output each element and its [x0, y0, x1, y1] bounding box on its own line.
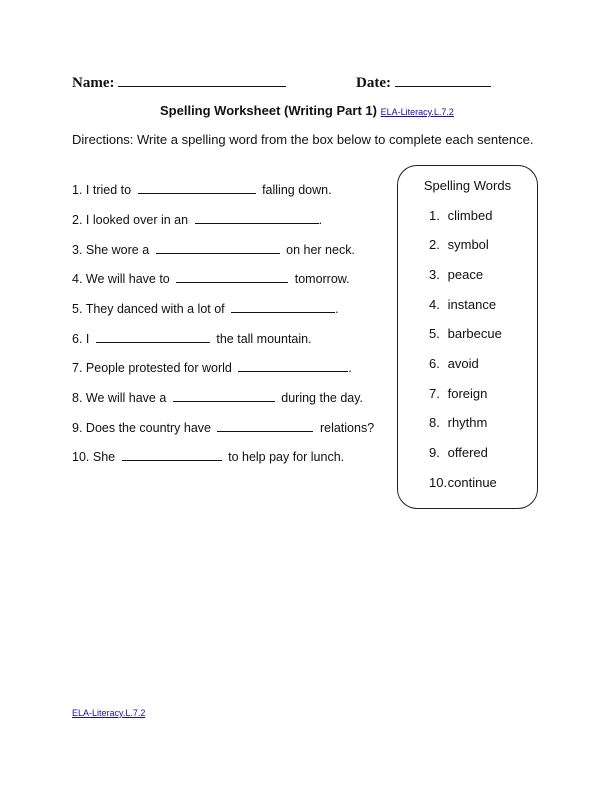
sentence-before: We will have to [85, 272, 170, 286]
sentence-after: the tall mountain. [216, 332, 312, 346]
sentence-7 [72, 359, 352, 375]
sentence-after: during the day. [281, 391, 364, 405]
sentence-before: Does the country have [85, 421, 211, 435]
sentence-2 [72, 211, 322, 227]
spelling-word [429, 356, 479, 371]
spelling-word [429, 297, 496, 312]
word-number: 6. [429, 356, 440, 371]
word-text: continue [447, 475, 497, 490]
spelling-word [429, 415, 487, 430]
sentence-1 [72, 181, 332, 197]
page-title [160, 103, 454, 118]
sentence-number: 3. [72, 243, 83, 257]
sentence-after: tomorrow. [294, 272, 350, 286]
word-text: avoid [447, 356, 479, 371]
word-number: 10. [429, 475, 448, 490]
spelling-word [429, 208, 492, 223]
sentence-4 [72, 270, 350, 286]
sentence-before: I tried to [85, 183, 132, 197]
word-number: 1. [429, 208, 440, 223]
sentence-after: . [335, 302, 339, 316]
answer-blank[interactable] [231, 300, 335, 313]
sentence-after: relations? [319, 421, 375, 435]
answer-blank[interactable] [138, 181, 256, 194]
word-number: 7. [429, 386, 440, 401]
spelling-word [429, 475, 497, 490]
standard-link[interactable]: ELA-Literacy.L.7.2 [380, 107, 454, 117]
sentence-before: She wore a [85, 243, 150, 257]
sentence-after: falling down. [262, 183, 332, 197]
sentence-number: 8. [72, 391, 83, 405]
sentence-number: 9. [72, 421, 83, 435]
sentence-before: We will have a [85, 391, 167, 405]
sentence-before: She [92, 450, 116, 464]
spelling-words-title: Spelling Words [423, 178, 512, 193]
footer-standard-link[interactable]: ELA-Literacy.L.7.2 [72, 708, 146, 718]
name-label: Name: [72, 75, 115, 91]
sentence-before: I [85, 332, 90, 346]
sentence-8 [72, 389, 363, 405]
sentence-10 [72, 448, 344, 464]
word-text: foreign [447, 386, 488, 401]
word-text: symbol [447, 237, 489, 252]
date-blank[interactable] [395, 72, 491, 87]
answer-blank[interactable] [156, 241, 280, 254]
sentence-number: 5. [72, 302, 83, 316]
answer-blank[interactable] [173, 389, 275, 402]
answer-blank[interactable] [238, 359, 348, 372]
word-number: 8. [429, 415, 440, 430]
sentence-before: People protested for world [85, 361, 232, 375]
spelling-word [429, 386, 487, 401]
sentence-9 [72, 419, 374, 435]
spelling-word [429, 237, 489, 252]
sentence-after: . [348, 361, 352, 375]
date-field [356, 72, 491, 92]
sentence-number: 7. [72, 361, 83, 375]
name-blank[interactable] [118, 72, 286, 87]
sentence-number: 4. [72, 272, 83, 286]
sentence-after: to help pay for lunch. [228, 450, 345, 464]
answer-blank[interactable] [217, 419, 313, 432]
word-text: climbed [447, 208, 493, 223]
sentence-6 [72, 330, 312, 346]
sentence-after: on her neck. [286, 243, 355, 257]
answer-blank[interactable] [195, 211, 319, 224]
name-field [72, 72, 286, 92]
spelling-word [429, 326, 502, 341]
word-number: 2. [429, 237, 440, 252]
sentence-before: I looked over in an [85, 213, 189, 227]
word-number: 5. [429, 326, 440, 341]
directions-text: Directions: Write a spelling word from the box below to complete each sentence. [72, 132, 534, 147]
answer-blank[interactable] [96, 330, 210, 343]
page-title-text: Spelling Worksheet (Writing Part 1) [160, 103, 377, 118]
word-text: instance [447, 297, 497, 312]
answer-blank[interactable] [176, 270, 288, 283]
sentence-3 [72, 241, 355, 257]
sentence-before: They danced with a lot of [85, 302, 225, 316]
word-number: 4. [429, 297, 440, 312]
spelling-words-box [397, 165, 538, 509]
date-label: Date: [356, 75, 391, 91]
spelling-word [429, 445, 488, 460]
sentence-5 [72, 300, 339, 316]
word-text: offered [447, 445, 488, 460]
sentence-number: 6. [72, 332, 83, 346]
sentence-after: . [318, 213, 323, 227]
sentence-number: 1. [72, 183, 83, 197]
answer-blank[interactable] [122, 448, 222, 461]
sentence-number: 10. [72, 450, 90, 464]
sentence-number: 2. [72, 213, 83, 227]
word-number: 9. [429, 445, 440, 460]
word-text: peace [447, 267, 484, 282]
word-text: rhythm [447, 415, 488, 430]
spelling-word [429, 267, 483, 282]
word-number: 3. [429, 267, 440, 282]
word-text: barbecue [447, 326, 502, 341]
